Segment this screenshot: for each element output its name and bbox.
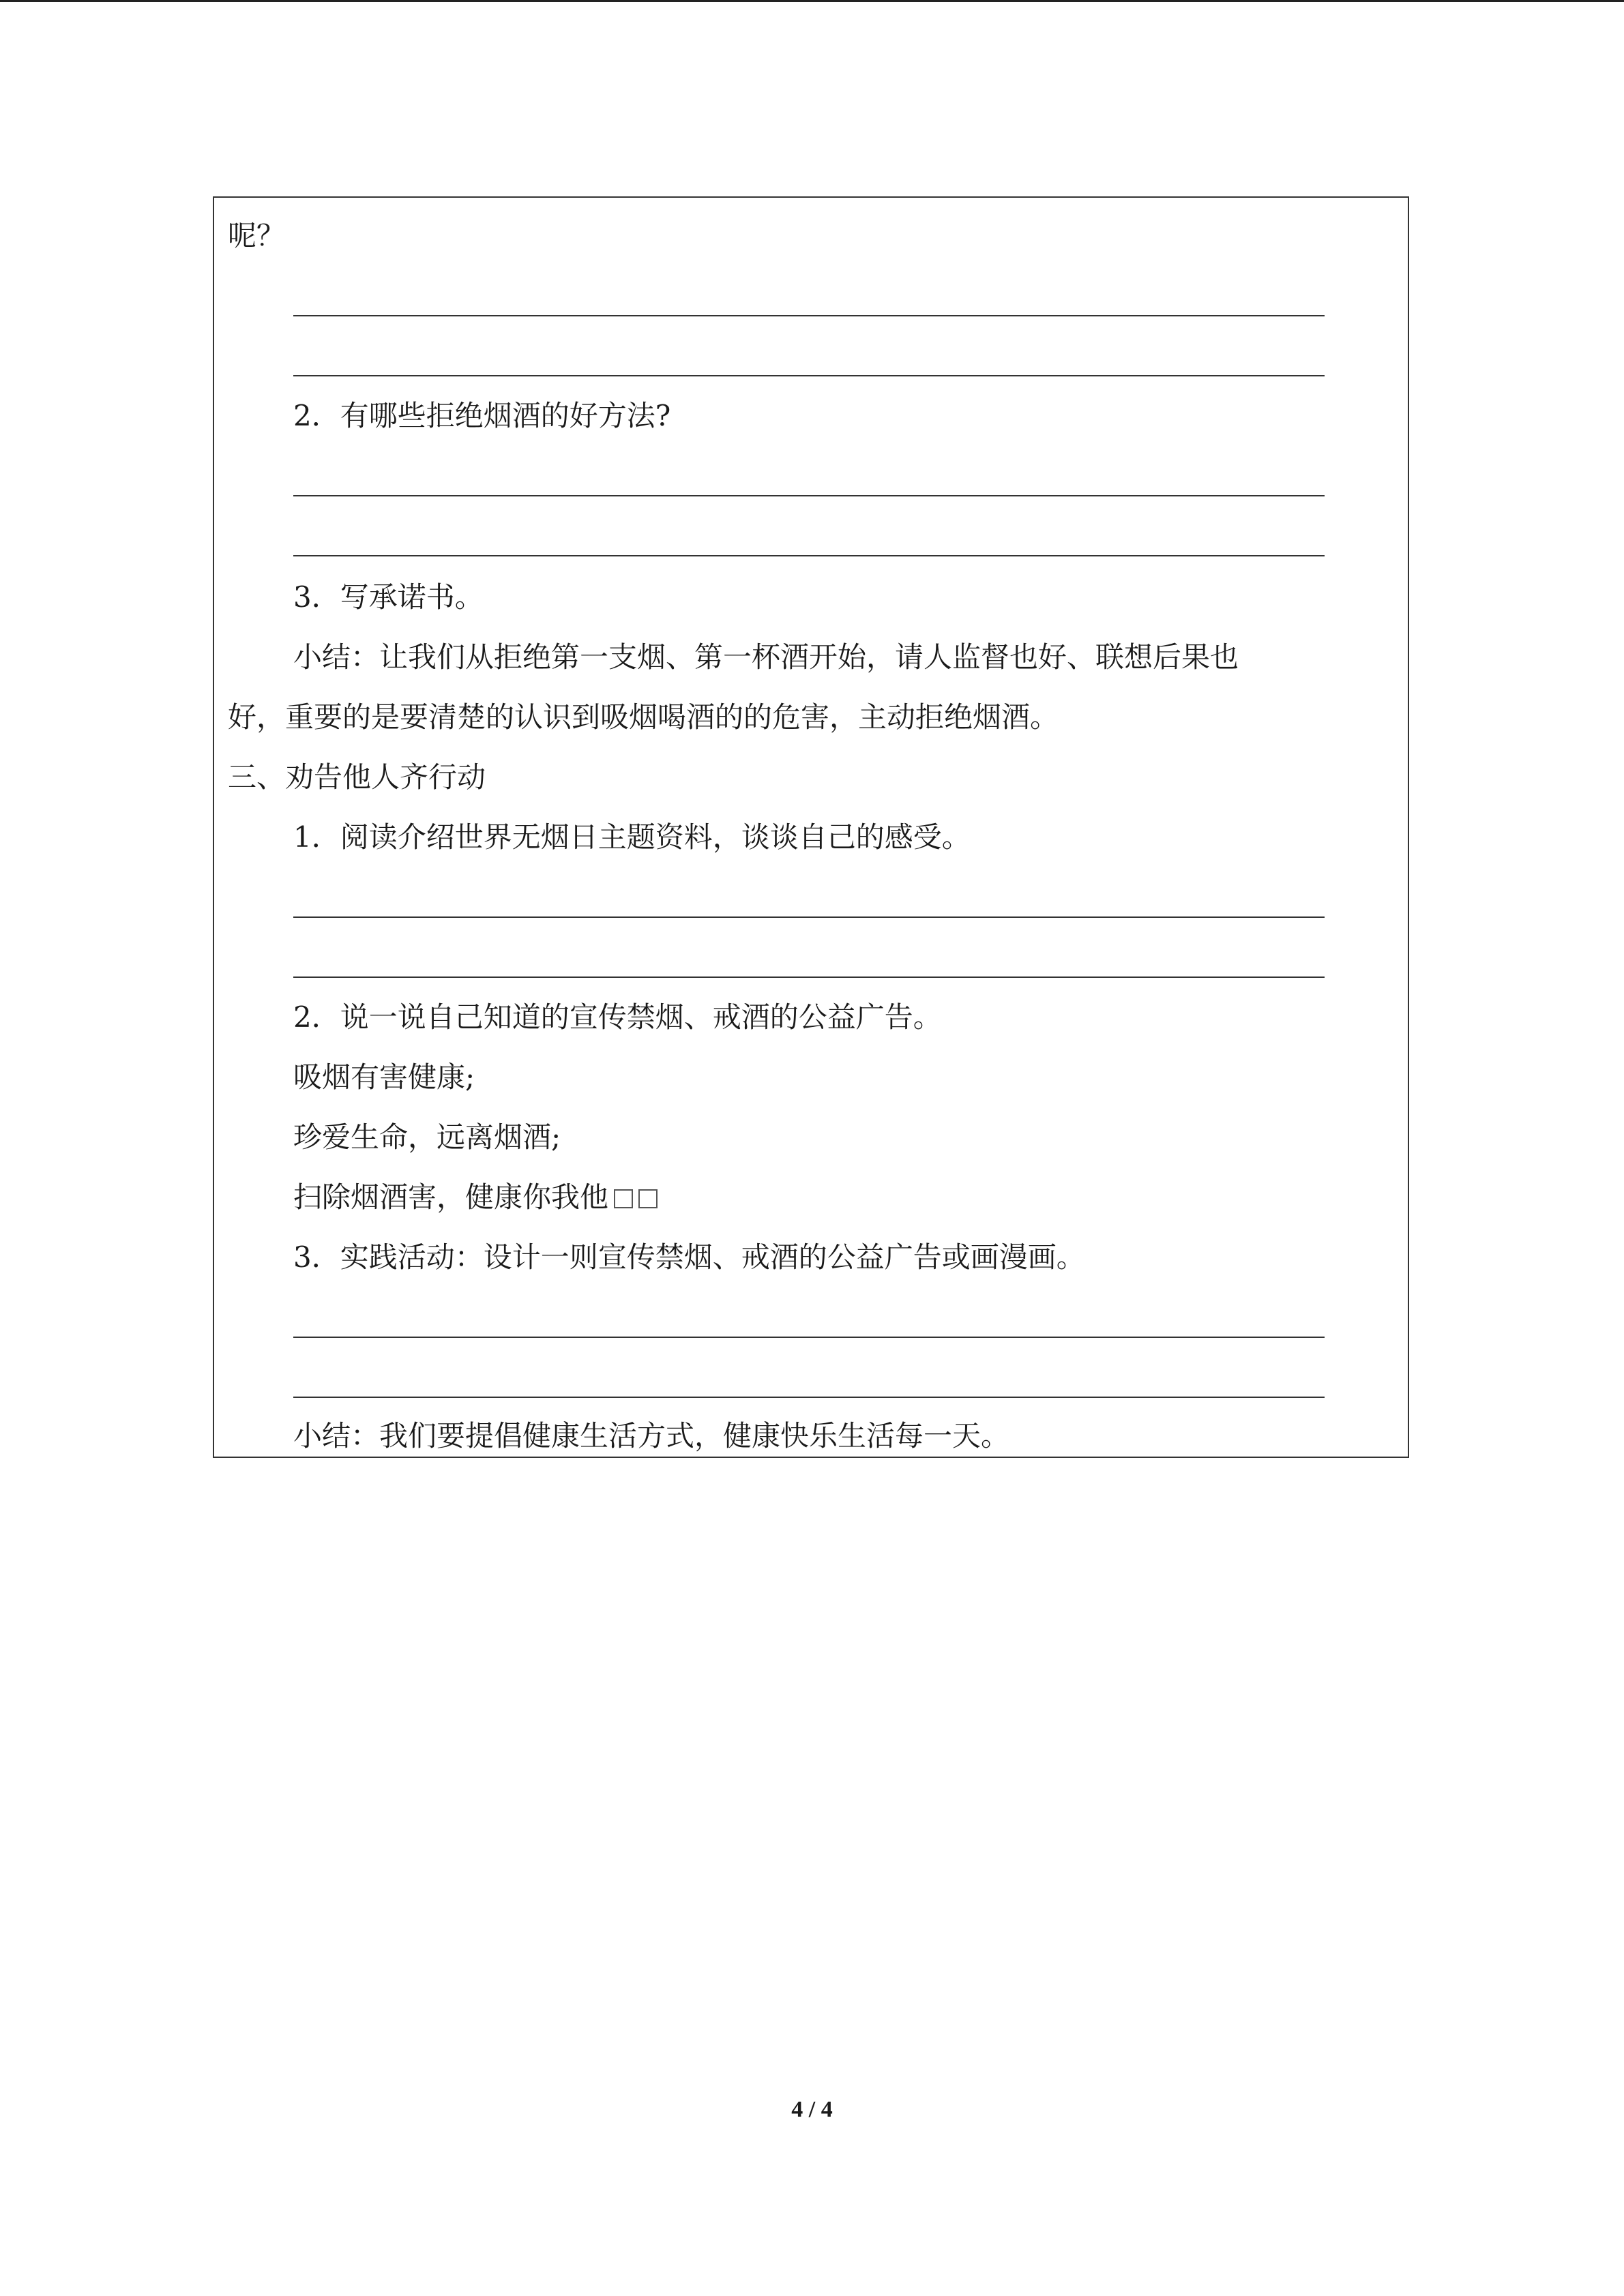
- page-top-border: [0, 0, 1624, 2]
- answer-line[interactable]: [293, 555, 1325, 556]
- continued-question-text: 呢？: [228, 219, 286, 252]
- answer-line[interactable]: [293, 315, 1325, 316]
- answer-line[interactable]: [293, 1397, 1325, 1398]
- section-3-heading: 三、劝告他人齐行动: [228, 760, 486, 794]
- answer-line[interactable]: [293, 495, 1325, 496]
- placeholder-box-icon: [638, 1189, 658, 1208]
- answer-line[interactable]: [293, 1337, 1325, 1338]
- page-number: 4 / 4: [791, 2097, 833, 2122]
- slogan-3-text: 扫除烟酒害，健康你我他: [293, 1180, 609, 1214]
- slogan-3: [293, 1177, 658, 1218]
- section-3-question-2: 2．说一说自己知道的宣传禁烟、戒酒的公益广告。: [293, 1000, 942, 1034]
- summary-2-text: 小结：我们要提倡健康生活方式，健康快乐生活每一天。: [293, 1419, 1010, 1452]
- question-3-text: 3．写承诺书。: [293, 580, 484, 614]
- answer-line[interactable]: [293, 916, 1325, 918]
- section-3-question-3: 3．实践活动：设计一则宣传禁烟、戒酒的公益广告或画漫画。: [293, 1240, 1085, 1274]
- slogan-2: 珍爱生命，远离烟酒;: [293, 1120, 561, 1154]
- section-3-question-1: 1．阅读介绍世界无烟日主题资料，谈谈自己的感受。: [293, 820, 971, 854]
- summary-1-line-2: 好，重要的是要清楚的认识到吸烟喝酒的的危害，主动拒绝烟酒。: [228, 700, 1059, 734]
- summary-1-line-1: 小结：让我们从拒绝第一支烟、第一杯酒开始，请人监督也好、联想后果也: [293, 640, 1239, 674]
- placeholder-box-icon: [614, 1189, 633, 1208]
- answer-line[interactable]: [293, 375, 1325, 376]
- question-2-text: 2．有哪些拒绝烟酒的好方法?: [293, 399, 671, 432]
- answer-line[interactable]: [293, 976, 1325, 978]
- slogan-1: 吸烟有害健康;: [293, 1060, 475, 1094]
